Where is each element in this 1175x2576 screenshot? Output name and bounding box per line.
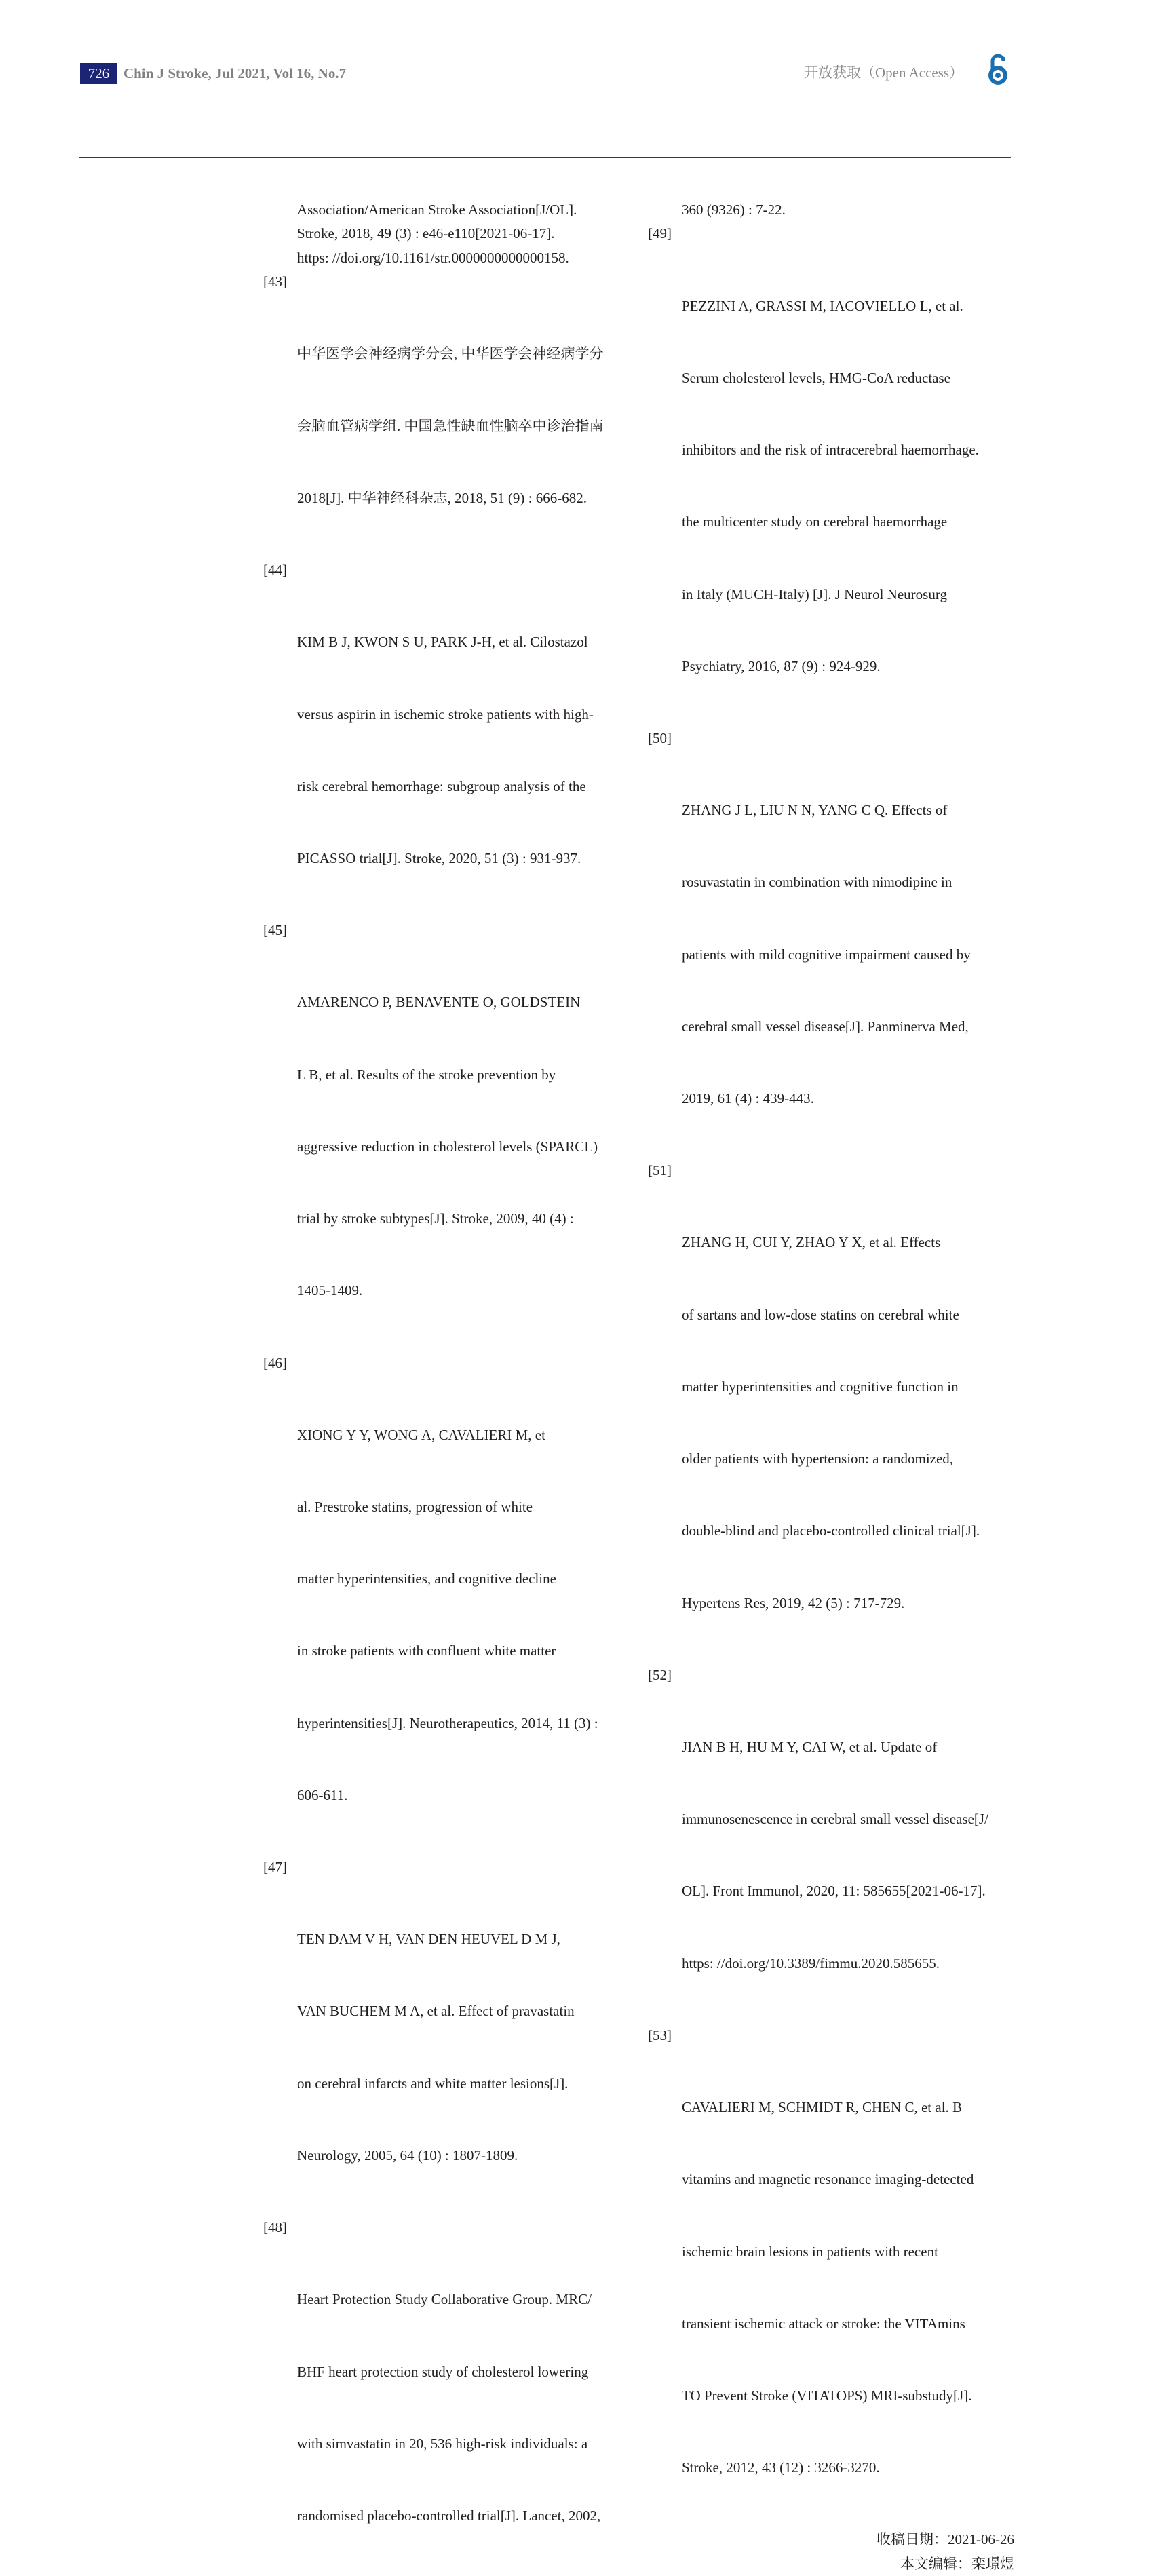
reference-47 xyxy=(263,1856,643,2216)
text-line: 360 (9326) : 7-22. xyxy=(682,201,786,218)
reference-number: [50] xyxy=(648,729,672,746)
text-line: of sartans and low-dose statins on cerebral white xyxy=(682,1306,959,1323)
text-line: matter hyperintensities and cognitive function in xyxy=(682,1378,959,1395)
text-line: Association/American Stroke Association[J/OL]. xyxy=(297,201,577,218)
text-line: 1405-1409. xyxy=(297,1282,363,1299)
page-number: 726 xyxy=(80,63,117,84)
text-line: cerebral small vessel disease[J]. Panminerva Med, xyxy=(682,1018,969,1035)
text-line: 2019, 61 (4) : 439-443. xyxy=(682,1090,814,1107)
reference-continuation xyxy=(648,198,1014,222)
text-line: PEZZINI A, GRASSI M, IACOVIELLO L, et al. xyxy=(682,297,963,314)
text-line: https: //doi.org/10.3389/fimmu.2020.585655. xyxy=(682,1955,940,1972)
text-line: AMARENCO P, BENAVENTE O, GOLDSTEIN xyxy=(297,994,581,1011)
text-line: Neurology, 2005, 64 (10) : 1807-1809. xyxy=(297,2147,518,2164)
text-line: 2018[J]. 中华神经科杂志, 2018, 51 (9) : 666-682. xyxy=(297,489,587,506)
text-line: trial by stroke subtypes[J]. Stroke, 2009, 40 (4) : xyxy=(297,1210,574,1227)
page-header xyxy=(0,0,1175,163)
text-line: PICASSO trial[J]. Stroke, 2020, 51 (3) : 931-937. xyxy=(297,849,581,866)
text-line: risk cerebral hemorrhage: subgroup analysis of the xyxy=(297,777,586,794)
text-line: older patients with hypertension: a randomized, xyxy=(682,1450,954,1467)
text-line: JIAN B H, HU M Y, CAI W, et al. Update of xyxy=(682,1739,938,1755)
text-line: patients with mild cognitive impairment caused by xyxy=(682,946,971,963)
text-line: Hypertens Res, 2019, 42 (5) : 717-729. xyxy=(682,1594,905,1611)
text-line: CAVALIERI M, SCHMIDT R, CHEN C, et al. B xyxy=(682,2099,963,2116)
reference-number: [46] xyxy=(263,1354,287,1371)
open-access-label: 开放获取（Open Access） xyxy=(804,64,964,81)
reference-number: [51] xyxy=(648,1162,672,1179)
editor-credit: 本文编辑：栾璟煜 xyxy=(900,2555,1014,2572)
text-line: 606-611. xyxy=(297,1786,348,1803)
reference-number: [52] xyxy=(648,1666,672,1683)
reference-46 xyxy=(263,1351,643,1856)
text-line: matter hyperintensities, and cognitive decline xyxy=(297,1571,556,1588)
text-line: Stroke, 2012, 43 (12) : 3266-3270. xyxy=(682,2459,880,2476)
reference-50 xyxy=(648,727,1014,1159)
reference-number: [49] xyxy=(648,225,672,242)
text-line: 中华医学会神经病学分会, 中华医学会神经病学分 xyxy=(297,345,604,362)
text-line: L B, et al. Results of the stroke prevention by xyxy=(297,1066,556,1083)
text-line: OL]. Front Immunol, 2020, 11: 585655[2021-06-17]. xyxy=(682,1883,986,1900)
text-line: BHF heart protection study of cholesterol lowering xyxy=(297,2363,589,2380)
text-line: transient ischemic attack or stroke: the VITAmins xyxy=(682,2315,965,2332)
text-line: with simvastatin in 20, 536 high-risk individuals: a xyxy=(297,2435,588,2452)
text-line: double-blind and placebo-controlled clinical trial[J]. xyxy=(682,1522,980,1539)
reference-column-left xyxy=(263,198,643,2576)
reference-52 xyxy=(648,1664,1014,2024)
text-line: ZHANG J L, LIU N N, YANG C Q. Effects of xyxy=(682,802,948,819)
text-line: rosuvastatin in combination with nimodipine in xyxy=(682,874,952,891)
text-line: Serum cholesterol levels, HMG-CoA reductase xyxy=(682,369,950,386)
text-line: in stroke patients with confluent white matter xyxy=(297,1642,556,1659)
text-line: 会脑血管病学组. 中国急性缺血性脑卒中诊治指南 xyxy=(297,417,604,434)
text-line: hyperintensities[J]. Neurotherapeutics, 2014, 11 (3) : xyxy=(297,1714,598,1731)
received-date: 收稿日期：2021-06-26 xyxy=(877,2531,1014,2548)
reference-number: [48] xyxy=(263,2219,287,2236)
text-line: on cerebral infarcts and white matter lesions[J]. xyxy=(297,2075,569,2092)
text-line: vitamins and magnetic resonance imaging-detected xyxy=(682,2171,974,2188)
reference-column-right xyxy=(648,198,1014,2576)
text-line: https: //doi.org/10.1161/str.0000000000000158. xyxy=(297,249,569,266)
reference-43 xyxy=(263,270,643,558)
reference-51 xyxy=(648,1159,1014,1664)
text-line: Stroke, 2018, 49 (3) : e46-e110[2021-06-17]. xyxy=(297,225,555,242)
text-line: aggressive reduction in cholesterol levels (SPARCL) xyxy=(297,1138,598,1155)
reference-45 xyxy=(263,919,643,1351)
text-line: KIM B J, KWON S U, PARK J-H, et al. Cilostazol xyxy=(297,634,588,651)
text-line: XIONG Y Y, WONG A, CAVALIERI M, et xyxy=(297,1426,545,1443)
text-line: inhibitors and the risk of intracerebral haemorrhage. xyxy=(682,442,979,459)
reference-48 xyxy=(263,2216,643,2576)
reference-number: [53] xyxy=(648,2026,672,2043)
text-line: VAN BUCHEM M A, et al. Effect of pravastatin xyxy=(297,2003,575,2020)
reference-44 xyxy=(263,558,643,919)
text-line: the multicenter study on cerebral haemorrhage xyxy=(682,514,948,531)
text-line: ZHANG H, CUI Y, ZHAO Y X, et al. Effects xyxy=(682,1234,941,1251)
text-line: Psychiatry, 2016, 87 (9) : 924-929. xyxy=(682,657,881,674)
header-rule xyxy=(79,157,1011,158)
text-line: Heart Protection Study Collaborative Group. MRC/ xyxy=(297,2291,592,2308)
text-line: immunosenescence in cerebral small vessel disease[J/ xyxy=(682,1811,988,1828)
reference-number: [47] xyxy=(263,1859,287,1876)
text-line: versus aspirin in ischemic stroke patients with high- xyxy=(297,706,594,723)
text-line: TO Prevent Stroke (VITATOPS) MRI-substudy[J]. xyxy=(682,2387,972,2404)
reference-number: [44] xyxy=(263,562,287,579)
text-line: al. Prestroke statins, progression of white xyxy=(297,1498,533,1515)
reference-53 xyxy=(648,2024,1014,2529)
reference-49 xyxy=(648,222,1014,727)
text-line: ischemic brain lesions in patients with recent xyxy=(682,2243,938,2260)
open-access-lock-icon xyxy=(985,52,1011,87)
reference-continuation xyxy=(263,198,643,270)
text-line: in Italy (MUCH-Italy) [J]. J Neurol Neurosurg xyxy=(682,585,947,602)
reference-number: [43] xyxy=(263,273,287,290)
text-line: randomised placebo-controlled trial[J]. Lancet, 2002, xyxy=(297,2507,601,2524)
reference-number: [45] xyxy=(263,922,287,939)
text-line: TEN DAM V H, VAN DEN HEUVEL D M J, xyxy=(297,1931,560,1948)
journal-citation: Chin J Stroke, Jul 2021, Vol 16, No.7 xyxy=(123,65,347,81)
